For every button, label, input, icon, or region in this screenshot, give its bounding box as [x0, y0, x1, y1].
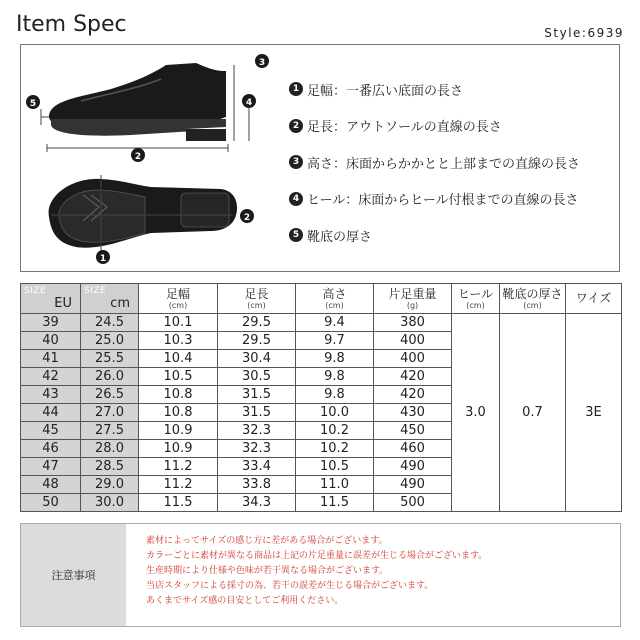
svg-text:4: 4 — [245, 98, 253, 108]
cell-eu: 43 — [21, 386, 81, 404]
header-weight: 片足重量 (g) — [374, 284, 452, 314]
cell-width: 10.3 — [139, 332, 218, 350]
legend-text: 高さ：床面からかかとと上部までの直線の長さ — [307, 156, 581, 172]
size-table — [20, 283, 622, 512]
side-view-shoe — [49, 63, 226, 141]
cell-cm: 27.0 — [81, 404, 139, 422]
sole-view — [49, 179, 237, 248]
svg-text:2: 2 — [243, 213, 251, 223]
cell-eu: 39 — [21, 314, 81, 332]
cell-cm: 28.0 — [81, 440, 139, 458]
cell-weight: 430 — [374, 404, 452, 422]
number-2-icon: 2 — [289, 119, 303, 133]
cell-length: 32.3 — [218, 440, 296, 458]
cell-height: 10.0 — [296, 404, 374, 422]
cell-width: 10.1 — [139, 314, 218, 332]
note-line: 素材によってサイズの感じ方に差がある場合がございます。 — [146, 536, 388, 546]
cell-height: 9.8 — [296, 368, 374, 386]
legend-item — [289, 217, 619, 254]
cell-cm: 30.0 — [81, 494, 139, 512]
table-row — [21, 314, 622, 332]
number-3-icon: 3 — [289, 155, 303, 169]
cell-width: 11.2 — [139, 458, 218, 476]
cell-eu: 48 — [21, 476, 81, 494]
page-title: Item Spec — [16, 12, 127, 37]
cell-height: 9.4 — [296, 314, 374, 332]
cell-width: 10.9 — [139, 440, 218, 458]
cell-weight: 400 — [374, 350, 452, 368]
marker-4 — [242, 94, 256, 108]
header-sole: 靴底の厚さ (cm) — [500, 284, 566, 314]
cell-weight: 500 — [374, 494, 452, 512]
cell-eu: 45 — [21, 422, 81, 440]
marker-2-side — [131, 148, 145, 162]
cell-sole: 0.7 — [500, 314, 566, 512]
cell-height: 10.2 — [296, 440, 374, 458]
cell-weight: 420 — [374, 368, 452, 386]
header-heel: ヒール (cm) — [452, 284, 500, 314]
marker-3 — [255, 54, 269, 68]
cell-length: 31.5 — [218, 404, 296, 422]
legend-text: 足長：アウトソールの直線の長さ — [307, 120, 502, 136]
cell-width: 10.8 — [139, 404, 218, 422]
cell-heel: 3.0 — [452, 314, 500, 512]
cell-weight: 400 — [374, 332, 452, 350]
cell-cm: 26.5 — [81, 386, 139, 404]
header-height: 高さ (cm) — [296, 284, 374, 314]
number-4-icon: 4 — [289, 192, 303, 206]
legend-item — [289, 181, 619, 218]
cell-weight: 420 — [374, 386, 452, 404]
cell-eu: 44 — [21, 404, 81, 422]
cell-weight: 460 — [374, 440, 452, 458]
marker-5 — [26, 95, 40, 109]
cell-length: 33.8 — [218, 476, 296, 494]
cell-width: 10.9 — [139, 422, 218, 440]
size-tag: SIZE — [84, 286, 107, 296]
svg-text:3: 3 — [258, 58, 266, 68]
cell-cm: 24.5 — [81, 314, 139, 332]
number-1-icon: 1 — [289, 82, 303, 96]
cell-height: 10.5 — [296, 458, 374, 476]
cell-weight: 450 — [374, 422, 452, 440]
header-wise: ワイズ — [566, 284, 622, 314]
note-line: 生産時期により仕様や色味が若干異なる場合がございます。 — [146, 566, 389, 576]
header-length: 足長 (cm) — [218, 284, 296, 314]
note-line: あくまでサイズ感の目安としてご利用ください。 — [146, 596, 344, 606]
marker-1 — [96, 250, 110, 264]
marker-2-sole — [240, 209, 254, 223]
legend-item — [289, 144, 619, 181]
legend-item — [289, 108, 619, 145]
svg-text:2: 2 — [134, 152, 142, 162]
header-eu — [21, 284, 81, 314]
cell-height: 11.5 — [296, 494, 374, 512]
legend-text: 足幅：一番広い底面の長さ — [307, 83, 464, 99]
cell-width: 11.5 — [139, 494, 218, 512]
cell-height: 10.2 — [296, 422, 374, 440]
cell-length: 34.3 — [218, 494, 296, 512]
notes-panel — [20, 523, 621, 627]
cell-cm: 25.5 — [81, 350, 139, 368]
cell-weight: 490 — [374, 476, 452, 494]
cell-weight: 380 — [374, 314, 452, 332]
spec-panel — [20, 44, 620, 272]
cell-width: 10.8 — [139, 386, 218, 404]
cell-height: 9.8 — [296, 350, 374, 368]
cell-length: 29.5 — [218, 314, 296, 332]
cell-height: 9.7 — [296, 332, 374, 350]
cell-length: 32.3 — [218, 422, 296, 440]
svg-text:1: 1 — [99, 254, 107, 264]
cell-cm: 28.5 — [81, 458, 139, 476]
cell-height: 11.0 — [296, 476, 374, 494]
cell-width: 10.5 — [139, 368, 218, 386]
cell-cm: 27.5 — [81, 422, 139, 440]
cell-eu: 50 — [21, 494, 81, 512]
cell-eu: 41 — [21, 350, 81, 368]
cell-wise: 3E — [566, 314, 622, 512]
cell-eu: 46 — [21, 440, 81, 458]
size-tag: SIZE — [24, 286, 47, 296]
svg-text:5: 5 — [29, 99, 37, 109]
cell-length: 30.5 — [218, 368, 296, 386]
cell-cm: 29.0 — [81, 476, 139, 494]
cell-weight: 490 — [374, 458, 452, 476]
header-eu-label: EU — [54, 296, 72, 311]
cell-length: 31.5 — [218, 386, 296, 404]
header-width: 足幅 (cm) — [139, 284, 218, 314]
note-line: 当店スタッフによる採寸の為、若干の誤差が生じる場合がございます。 — [146, 581, 434, 591]
note-line: カラーごとに素材が異なる商品は上記の片足重量に誤差が生じる場合がございます。 — [146, 551, 488, 561]
cell-width: 10.4 — [139, 350, 218, 368]
header-cm — [81, 284, 139, 314]
style-code: Style:6939 — [544, 26, 624, 40]
legend-text: 靴底の厚さ — [307, 229, 373, 245]
legend-text: ヒール：床面からヒール付根までの直線の長さ — [307, 193, 579, 209]
spec-legend — [289, 71, 619, 254]
notes-label: 注意事項 — [21, 524, 126, 626]
cell-cm: 25.0 — [81, 332, 139, 350]
notes-body — [126, 524, 620, 626]
cell-width: 11.2 — [139, 476, 218, 494]
cell-length: 30.4 — [218, 350, 296, 368]
cell-eu: 42 — [21, 368, 81, 386]
cell-eu: 47 — [21, 458, 81, 476]
cell-cm: 26.0 — [81, 368, 139, 386]
cell-length: 29.5 — [218, 332, 296, 350]
shoe-illustration — [21, 45, 281, 271]
header-cm-label: cm — [110, 296, 130, 311]
legend-item — [289, 71, 619, 108]
cell-eu: 40 — [21, 332, 81, 350]
cell-height: 9.8 — [296, 386, 374, 404]
number-5-icon: 5 — [289, 228, 303, 242]
table-header-row — [21, 284, 622, 314]
cell-length: 33.4 — [218, 458, 296, 476]
